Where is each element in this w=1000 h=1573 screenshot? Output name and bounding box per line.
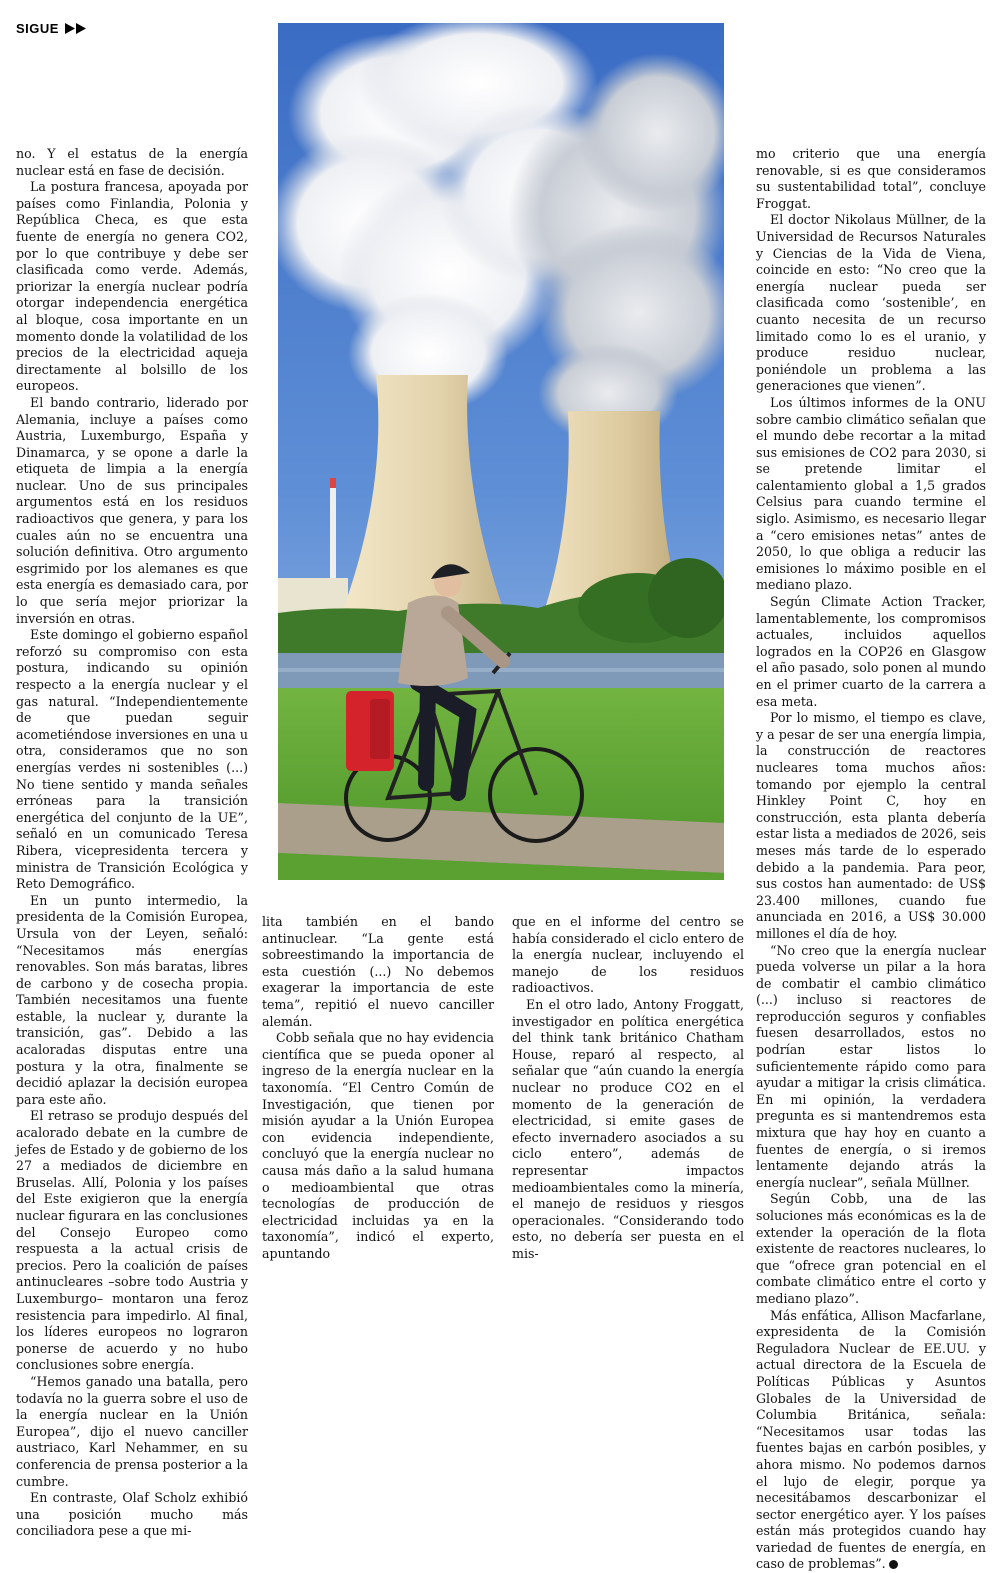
article-column-2 xyxy=(262,914,494,1262)
continue-header xyxy=(16,21,87,36)
paragraph: En el otro lado, Antony Froggatt, investigador en política energética del think tank británico Chatham House, reparó al respecto, al señalar que “aún cuando la energía nuclear no produce CO2 en el momento de la generación de electricidad, si emite gases de efecto invernadero asociados a su ciclo entero”, además de representar impactos medioambientales como la minería, el manejo de residuos y riesgos operacionales. “Considerando todo esto, no debería ser puesta en el mis- xyxy=(512,996,744,1261)
article-photo xyxy=(278,23,724,880)
paragraph: Cobb señala que no hay evidencia científica que se pueda oponer al ingreso de la energía nuclear en la taxonomía. “El Centro Común de Investigación, que tienen por misión ayudar a la Unión Europea con evidencia independiente, concluyó que la energía nuclear no causa más daño a la salud humana o medioambiental que otras tecnologías de producción de electricidad incluidas ya en la taxonomía”, indicó el experto, apuntando xyxy=(262,1030,494,1261)
paragraph: lita también en el bando antinuclear. “La gente está sobreestimando la importancia de esta cuestión (...) No debemos exagerar la importancia de este tema”, repitió el nuevo canciller alemán. xyxy=(262,914,494,1029)
paragraph: Según Cobb, una de las soluciones más económicas es la de extender la operación de la flota existente de reactores nucleares, lo que “ofrece gran potencial en el combate climático entre el corto y mediano plazo”. xyxy=(756,1191,986,1306)
paragraph: “No creo que la energía nuclear pueda volverse un pilar a la hora de combatir el cambio climático (...) incluso si reactores de reproducción seguros y confiables fuesen desarrollados, estos no podrían estar listos lo suficientemente rápido como para ayudar a mitigar la crisis climática. En mi opinión, la verdadera pregunta es si mantendremos esta mixtura que hay hoy en cuanto a fuentes de energía, o si iremos lentamente dejando atrás la energía nuclear”, señala Müllner. xyxy=(756,942,986,1190)
article-column-3 xyxy=(512,914,744,1262)
paragraph: En un punto intermedio, la presidenta de la Comisión Europea, Ursula von der Leyen, señaló: “Necesitamos más energías renovables. Son más baratas, libres de carbono y de cosecha propia. También necesitamos una fuente estable, la nuclear y, durante la transición, gas”. Debido a las acaloradas disputas entre una postura y la otra, finalmente se decidió aplazar la decisión europea para este año. xyxy=(16,892,248,1107)
article-column-1 xyxy=(16,146,248,1540)
article-column-4 xyxy=(756,146,986,1573)
paragraph: El bando contrario, liderado por Alemania, incluye a países como Austria, Luxemburgo, España y Dinamarca, y se opone a darle la etiqueta de limpia a la energía nuclear. Uno de sus principales argumentos está en los residuos radioactivos que genera, y para los cuales aún no se encuentra una solución definitiva. Otro argumento esgrimido por los alemanes es que esta energía es demasiado cara, por lo que sería mejor priorizar la inversión en otras. xyxy=(16,394,248,626)
paragraph: Por lo mismo, el tiempo es clave, y a pesar de ser una energía limpia, la construcción de reactores nucleares toma muchos años: tomando por ejemplo la central Hinkley Point C, hoy en construcción, esta planta debería estar lista a mediados de 2026, seis meses más tarde de lo esperado debido a la pandemia. Para peor, sus costos han aumentado: de US$ 23.400 millones, cuando fue anunciada en 2016, a US$ 30.000 millones el día de hoy. xyxy=(756,710,986,941)
paragraph-text: Más enfática, Allison Macfarlane, expresidenta de la Comisión Reguladora Nuclear de EE.UU. y actual directora de la Escuela de Políticas Públicas y Asuntos Globales de la Universidad de Columbia Británica, señala: “Necesitamos usar todas las fuentes bajas en carbón posibles, y ahora mismo. No podemos darnos el lujo de elegir, porque ya necesitábamos descarbonizar el sector energético ayer. Y los países están más protegidos cuando hay variedad de fuentes de energía, en caso de problemas”. xyxy=(756,1307,986,1572)
paragraph: “Hemos ganado una batalla, pero todavía no la guerra sobre el uso de la energía nuclear en la Unión Europea”, dijo el nuevo canciller austriaco, Karl Nehammer, en su conferencia de prensa posterior a la cumbre. xyxy=(16,1373,248,1489)
paragraph xyxy=(756,1308,986,1573)
paragraph: Según Climate Action Tracker, lamentablemente, los compromisos actuales, incluidos aquellos logrados en la COP26 en Glasgow el año pasado, solo ponen al mundo en el primer cuarto de la carrera a esa meta. xyxy=(756,594,986,709)
end-mark-icon xyxy=(889,1560,898,1569)
paragraph: En contraste, Olaf Scholz exhibió una posición mucho más conciliadora pese a que mi- xyxy=(16,1490,248,1539)
continue-label: SIGUE xyxy=(16,21,59,36)
paragraph: mo criterio que una energía renovable, si es que consideramos su sustentabilidad total”, concluye Froggat. xyxy=(756,146,986,211)
paragraph: que en el informe del centro se había considerado el ciclo entero de la energía nuclear, incluyendo el manejo de los residuos radioactivos. xyxy=(512,914,744,996)
paragraph: Este domingo el gobierno español reforzó su compromiso con esta postura, indicando su opinión respecto a la energía nuclear y el gas natural. “Independientemente de que puedan seguir acometiéndose inversiones en una u otra, consideramos que no son energías verdes ni sostenibles (...) No tiene sentido y manda señales erróneas para la transición energética del conjunto de la UE”, señaló en un comunicado Teresa Ribera, vicepresidenta tercera y ministra de Transición Ecológica y Reto Demográfico. xyxy=(16,627,248,892)
paragraph: La postura francesa, apoyada por países como Finlandia, Polonia y República Checa, es que esta fuente de energía no genera CO2, por lo que contribuye y debe ser clasificada como verde. Además, priorizar la energía nuclear podría otorgar independencia energética al bloque, cosa importante en un momento donde la volatilidad de los precios de la electricidad aqueja directamente al bolsillo de los europeos. xyxy=(16,179,248,394)
double-arrow-icon xyxy=(65,23,87,34)
paragraph: El doctor Nikolaus Müllner, de la Universidad de Recursos Naturales y Ciencias de la Vida de Viena, coincide en esto: “No creo que la energía nuclear pueda ser clasificada como ‘sostenible’, en cuanto necesita de un recurso limitado como lo es el uranio, y produce residuo nuclear, poniéndole un problema a las generaciones que vienen”. xyxy=(756,212,986,394)
paragraph: El retraso se produjo después del acalorado debate en la cumbre de jefes de Estado y de gobierno de los 27 a mediados de diciembre en Bruselas. Allí, Polonia y los países del Este exigieron que la energía nuclear figurara en las conclusiones del Consejo Europeo como respuesta a la actual crisis de precios. Pero la coalición de países antinucleares –sobre todo Austria y Luxemburgo– montaron una feroz resistencia para impedirlo. Al final, los líderes europeos no lograron ponerse de acuerdo y no hubo conclusiones sobre energía. xyxy=(16,1108,248,1373)
paragraph: no. Y el estatus de la energía nuclear está en fase de decisión. xyxy=(16,146,248,178)
paragraph: Los últimos informes de la ONU sobre cambio climático señalan que el mundo debe recortar a la mitad sus emisiones de CO2 para 2030, si se pretende limitar el calentamiento global a 1,5 grados Celsius para cuando termine el siglo. Asimismo, es necesario llegar a “cero emisiones netas” antes de 2050, lo que obliga a reducir las emisiones lo máximo posible en el mediano plazo. xyxy=(756,394,986,593)
